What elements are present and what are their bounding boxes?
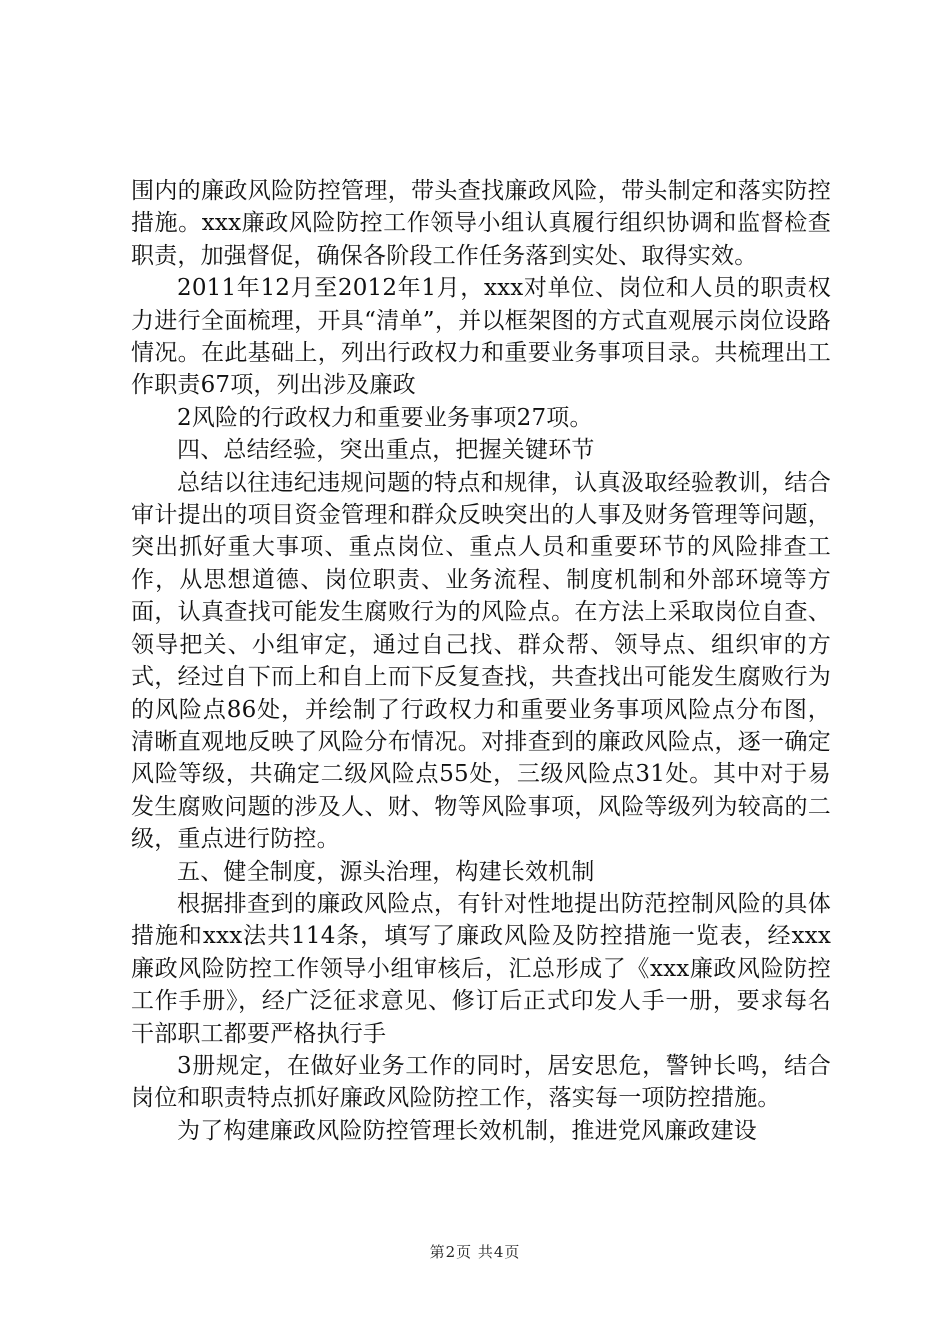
paragraph-control-measures: 根据排查到的廉政风险点，有针对性地提出防范控制风险的具体措施和xxx法共114条，填写了廉政风险及防控措施一览表，经xxx廉政风险防控工作领导小组审核后，汇总形成了《xxx廉政风险防控工作手册》，经广泛征求意见、修订后正式印发人手一册，要求每名干部职工都要严格执行手 — [131, 890, 831, 1047]
paragraph-continuation: 围内的廉政风险防控管理，带头查找廉政风险，带头制定和落实防控措施。xxx廉政风险防控工作领导小组认真履行组织协调和监督检查职责，加强督促，确保各阶段工作任务落到实处、取得实效。 — [131, 178, 831, 269]
paragraph-manual-rules: 3册规定，在做好业务工作的同时，居安思危，警钟长鸣，结合岗位和职责特点抓好廉政风险防控工作，落实每一项防控措施。 — [131, 1052, 831, 1112]
section-heading-five: 五、健全制度，源头治理，构建长效机制 — [177, 858, 595, 885]
document-body — [131, 175, 831, 1147]
page-number-footer: 第2页 共4页 — [429, 1243, 521, 1261]
paragraph-risk-items: 2风险的行政权力和重要业务事项27项。 — [177, 404, 593, 431]
section-heading-four: 四、总结经验，突出重点，把握关键环节 — [177, 437, 595, 464]
paragraph-risk-screening: 总结以往违纪违规问题的特点和规律，认真汲取经验教训，结合审计提出的项目资金管理和群众反映突出的人事及财务管理等问题，突出抓好重大事项、重点岗位、重点人员和重要环节的风险排查工作，从思想道德、岗位职责、业务流程、制度机制和外部环境等方面，认真查找可能发生腐败行为的风险点。在方法上采取岗位自查、领导把关、小组审定，通过自己找、群众帮、领导点、组织审的方式，经过自下而上和自上而下反复查找，共查找出可能发生腐败行为的风险点86处，并绘制了行政权力和重要业务事项风险点分布图，清晰直观地反映了风险分布情况。对排查到的廉政风险点，逐一确定风险等级，共确定二级风险点55处，三级风险点31处。其中对于易发生腐败问题的涉及人、财、物等风险事项，风险等级列为较高的二级，重点进行防控。 — [131, 469, 831, 853]
paragraph-long-term-mechanism: 为了构建廉政风险防控管理长效机制，推进党风廉政建设 — [177, 1117, 757, 1144]
paragraph-duty-review: 2011年12月至2012年1月，xxx对单位、岗位和人员的职责权力进行全面梳理，开具“清单”，并以框架图的方式直观展示岗位设路情况。在此基础上，列出行政权力和重要业务事项目录。共梳理出工作职责67项，列出涉及廉政 — [131, 275, 831, 399]
